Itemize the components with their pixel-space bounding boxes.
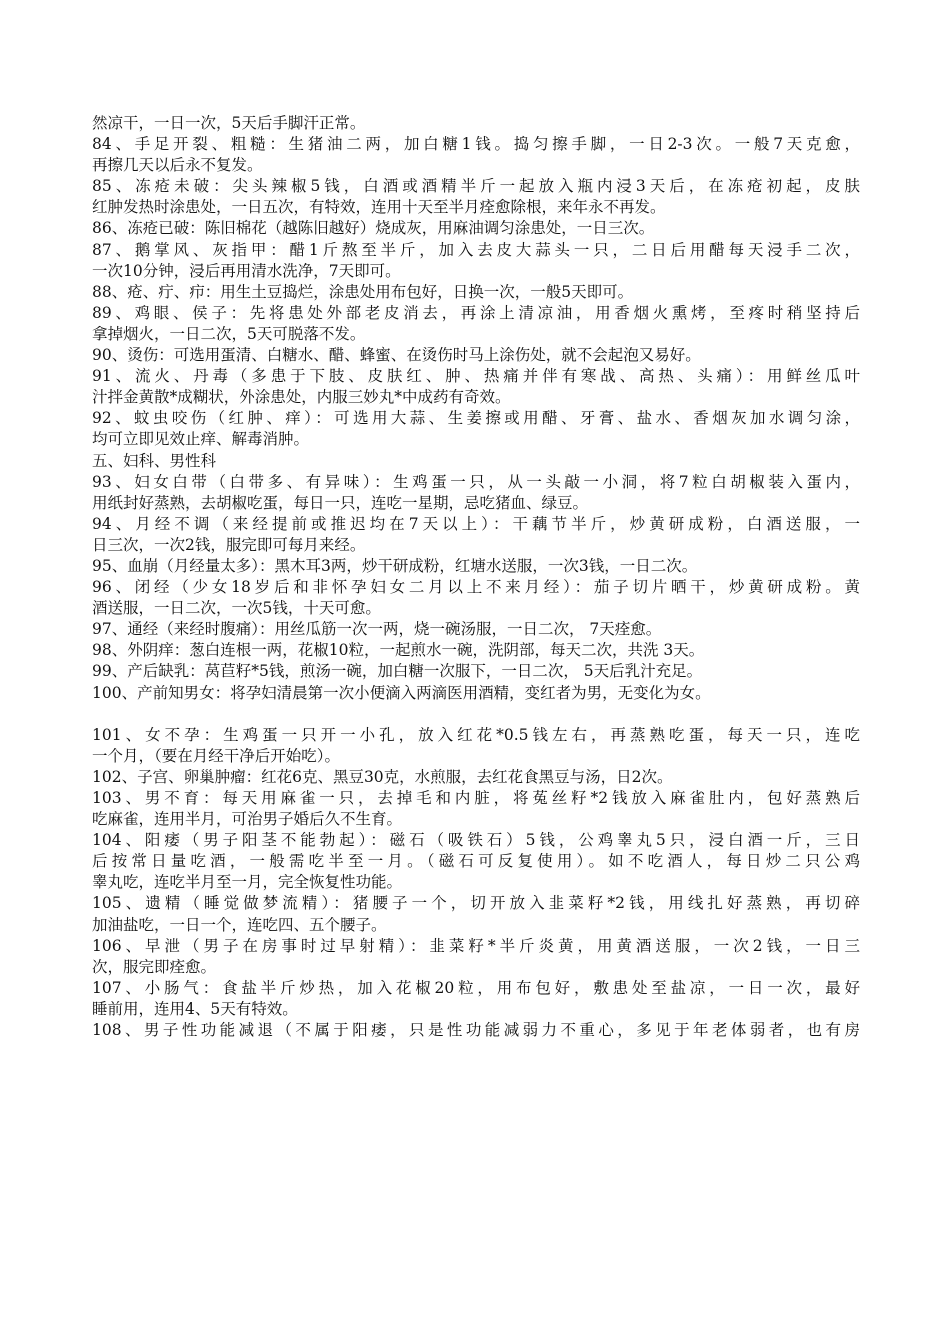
text-line: 93、妇女白带（白带多、有异味）：生鸡蛋一只，从一头敲一小洞，将7粒白胡椒装入蛋内， xyxy=(92,472,860,491)
text-line: 100、产前知男女：将孕妇清晨第一次小便滴入两滴医用酒精，变红者为男，无变化为女。 xyxy=(92,683,711,702)
text-line: 五、妇科、男性科 xyxy=(92,451,217,470)
text-line: 95、血崩（月经量太多）：黑木耳3两，炒干研成粉，红塘水送服，一次3钱，一日二次。 xyxy=(92,556,698,575)
text-line: 96、闭经（少女18岁后和非怀孕妇女二月以上不来月经）：茄子切片晒干，炒黄研成粉。黄 xyxy=(92,578,860,597)
text-line: 87、鹅掌风、灰指甲：醋1斤熬至半斤，加入去皮大蒜头一只，二日后用醋每天浸手二次， xyxy=(92,240,860,259)
text-line: 97、通经（来经时腹痛）：用丝瓜筋一次一两，烧一碗汤服，一日二次， 7天痊愈。 xyxy=(92,620,662,639)
text-line: 然凉干，一日一次，5天后手脚汗正常。 xyxy=(92,114,366,132)
text-line: 101、女不孕：生鸡蛋一只开一小孔，放入红花*0.5钱左右，再蒸熟吃蛋，每天一只，连吃 xyxy=(92,725,860,744)
text-line: 84、手足开裂、粗糙：生猪油二两，加白糖1钱。捣匀擦手脚，一日2-3次。一般7天克愈， xyxy=(92,135,860,154)
document-page xyxy=(92,113,860,1041)
text-line: 91、流火、丹毒（多患于下肢、皮肤红、肿、热痛并伴有寒战、高热、头痛）：用鲜丝瓜叶 xyxy=(92,367,860,386)
text-line: 103、男不育：每天用麻雀一只，去掉毛和内脏，将菟丝籽*2钱放入麻雀肚内，包好蒸熟后 xyxy=(92,789,860,807)
text-line: 86、冻疮已破：陈旧棉花（越陈旧越好）烧成灰，用麻油调匀涂患处，一日三次。 xyxy=(92,219,655,238)
text-line: 吃麻雀，连用半月，可治男子婚后久不生育。 xyxy=(92,810,403,829)
text-line: 102、子宫、卵巢肿瘤：红花6克、黑豆30克，水煎服，去红花食黑豆与汤，日2次。 xyxy=(92,767,673,786)
text-line: 85、冻疮未破：尖头辣椒5钱，白酒或酒精半斤一起放入瓶内浸3天后，在冻疮初起，皮肤 xyxy=(92,177,860,196)
text-line: 一个月，（要在月经干净后开始吃）。 xyxy=(92,746,341,765)
text-line: 107、小肠气：食盐半斤炒热，加入花椒20粒，用布包好，敷患处至盐凉，一日一次，最好 xyxy=(92,978,860,997)
text-line: 拿掉烟火，一日二次，5天可脱落不发。 xyxy=(92,324,366,343)
text-line: 94、月经不调（来经提前或推迟均在7天以上）：干藕节半斤，炒黄研成粉，白酒送服，一 xyxy=(92,514,860,533)
text-line: 汁拌金黄散*成糊状，外涂患处，内服三妙丸*中成药有奇效。 xyxy=(92,388,511,407)
text-line: 再擦几天以后永不复发。 xyxy=(92,156,263,175)
text-line: 加油盐吃，一日一个，连吃四、五个腰子。 xyxy=(92,915,387,934)
text-line: 日三次，一次2钱，服完即可每月来经。 xyxy=(92,535,366,554)
text-line: 98、外阴痒：葱白连根一两，花椒10粒，一起煎水一碗，洗阴部，每天二次，共洗 3天。 xyxy=(92,641,705,660)
text-line: 酒送服，一日二次，一次5钱，十天可愈。 xyxy=(92,599,381,618)
text-line: 104、阳痿（男子阳茎不能勃起）：磁石（吸铁石）5钱，公鸡睾丸5只，浸白酒一斤，三日 xyxy=(92,831,860,850)
text-line: 90、烫伤：可选用蛋清、白糖水、醋、蜂蜜、在烫伤时马上涂伤处，就不会起泡又易好。 xyxy=(92,346,701,365)
text-line: 用纸封好蒸熟，去胡椒吃蛋，每日一只，连吃一星期，忌吃猪血、绿豆。 xyxy=(92,493,589,512)
text-line: 睡前用，连用4、5天有特效。 xyxy=(92,999,298,1018)
text-line: 88、疮、疔、疖：用生土豆捣烂，涂患处用布包好，日换一次，一般5天即可。 xyxy=(92,282,634,301)
text-line: 后按常日量吃酒，一般需吃半至一月。（磁石可反复使用）。如不吃酒人，每日炒二只公鸡 xyxy=(92,852,860,871)
text-line: 89、鸡眼、侯子：先将患处外部老皮消去，再涂上清凉油，用香烟火熏烤，至疼时稍坚持后 xyxy=(92,303,860,322)
text-line: 92、蚊虫咬伤（红肿、痒）：可选用大蒜、生姜擦或用醋、牙膏、盐水、香烟灰加水调匀涂， xyxy=(92,409,860,428)
text-line: 一次10分钟，浸后再用清水洗净，7天即可。 xyxy=(92,261,401,280)
text-line: 红肿发热时涂患处，一日五次，有特效，连用十天至半月痊愈除根，来年永不再发。 xyxy=(92,198,666,217)
text-line: 均可立即见效止痒、解毒消肿。 xyxy=(92,430,310,449)
text-line: 99、产后缺乳：莴苣籽*5钱，煎汤一碗，加白糖一次服下，一日二次， 5天后乳汁充足。 xyxy=(92,662,703,681)
blank-line xyxy=(92,704,860,725)
text-line: 106、早泄（男子在房事时过早射精）：韭菜籽*半斤炎黄，用黄酒送服，一次2钱，一日三 xyxy=(92,936,860,955)
text-line: 105、遗精（睡觉做梦流精）：猪腰子一个，切开放入韭菜籽*2钱，用线扎好蒸熟，再切碎 xyxy=(92,894,860,913)
text-line: 次，服完即痊愈。 xyxy=(92,957,217,976)
text-line: 108、男子性功能减退（不属于阳痿，只是性功能减弱力不重心，多见于年老体弱者，也有房 xyxy=(92,1021,860,1040)
text-line: 睾丸吃，连吃半月至一月，完全恢复性功能。 xyxy=(92,873,403,892)
